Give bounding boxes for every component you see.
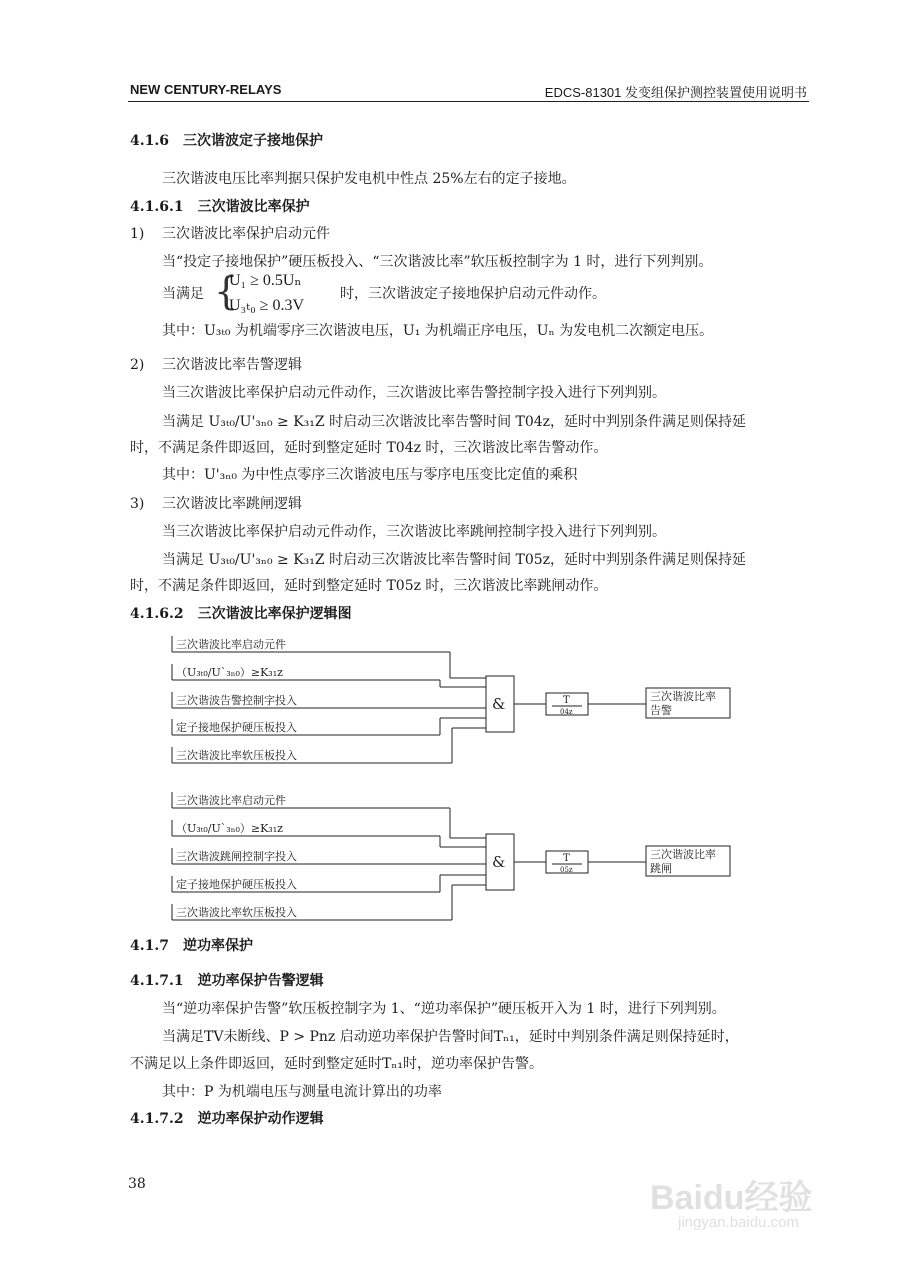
page-number: 38 — [128, 1176, 146, 1192]
paragraph-2-continued: 时，不满足条件即返回，延时到整定延时 T04z 时，三次谐波比率告警动作。 — [130, 440, 608, 456]
section-heading-4-1-7-2: 4.1.7.2 逆功率保护动作逻辑 — [130, 1111, 324, 1127]
logic-diagram-alarm — [172, 636, 730, 763]
section-heading-4-1-7-1: 4.1.7.1 逆功率保护告警逻辑 — [130, 973, 324, 989]
list-number-3: 3) — [130, 496, 145, 512]
section-heading-4-1-6: 4.1.6 三次谐波定子接地保护 — [130, 133, 323, 149]
watermark-logo: Baidu经验 — [650, 1179, 813, 1217]
section-heading-4-1-6-2: 4.1.6.2 三次谐波比率保护逻辑图 — [130, 606, 352, 622]
output-label: 告警 — [650, 704, 672, 717]
paragraph-2-where: 其中：U'₃ₙ₀ 为中性点零序三次谐波电压与零序电压变比定值的乘积 — [162, 467, 578, 483]
paragraph-1-where: 其中：U₃ₜ₀ 为机端零序三次谐波电压，U₁ 为机端正序电压，Uₙ 为发电机二次额定电压。 — [162, 323, 714, 339]
paragraph-2-formula: 当满足 U₃ₜ₀/U'₃ₙ₀ ≥ K₃₁Z 时启动三次谐波比率告警时间 T04z，延时中判别条件满足则保持延 — [162, 414, 747, 430]
timer-setting: 04z — [560, 708, 573, 716]
timer-setting: 05z — [560, 866, 573, 874]
timer-label: T — [563, 853, 570, 864]
paragraph-4-3: 不满足以上条件即返回，延时到整定延时Tₙ₁时，逆功率保护告警。 — [130, 1056, 544, 1072]
condition-2: U₃ₜ₀ ≥ 0.3V — [229, 297, 304, 314]
timer-label: T — [563, 695, 570, 706]
header-brand: NEW CENTURY-RELAYS — [130, 82, 282, 97]
paragraph-2-1: 当三次谐波比率保护启动元件动作，三次谐波比率告警控制字投入进行下列判别。 — [162, 385, 666, 401]
input-label: 三次谐波告警控制字投入 — [176, 694, 297, 707]
and-gate-label: & — [492, 695, 506, 713]
input-label: 三次谐波比率软压板投入 — [176, 749, 297, 762]
input-label: （U₃ₜ₀/U`₃ₙ₀）≥K₃₁z — [176, 822, 283, 835]
and-gate-label: & — [492, 853, 506, 871]
paragraph-1-1: 当“投定子接地保护”硬压板投入、“三次谐波比率”软压板控制字为 1 时，进行下列判别。 — [162, 254, 713, 270]
input-label: 三次谐波比率启动元件 — [176, 794, 286, 807]
paragraph-3-continued: 时，不满足条件即返回，延时到整定延时 T05z 时，三次谐波比率跳闸动作。 — [130, 578, 608, 594]
paragraph-4-1: 当“逆功率保护告警”软压板控制字为 1、“逆功率保护”硬压板开入为 1 时，进行下列判别。 — [162, 1001, 726, 1017]
paragraph-intro: 三次谐波电压比率判据只保护发电机中性点 25%左右的定子接地。 — [162, 171, 576, 187]
list-title-3: 三次谐波比率跳闸逻辑 — [162, 496, 302, 512]
watermark-url: jingyan.baidu.com — [678, 1214, 799, 1231]
header-doc-title: EDCS-81301 发变组保护测控装置使用说明书 — [544, 85, 807, 100]
paragraph-4-4: 其中：P 为机端电压与测量电流计算出的功率 — [162, 1084, 442, 1100]
section-heading-4-1-7: 4.1.7 逆功率保护 — [130, 938, 253, 954]
list-number-1: 1) — [130, 226, 145, 242]
logic-diagram-trip — [172, 792, 730, 920]
input-label: 定子接地保护硬压板投入 — [176, 721, 297, 734]
output-label: 跳闸 — [650, 862, 672, 875]
paragraph-3-1: 当三次谐波比率保护启动元件动作，三次谐波比率跳闸控制字投入进行下列判别。 — [162, 524, 666, 540]
condition-result: 时，三次谐波定子接地保护启动元件动作。 — [340, 286, 606, 302]
input-label: 定子接地保护硬压板投入 — [176, 878, 297, 891]
output-label: 三次谐波比率 — [650, 848, 716, 861]
input-label: （U₃ₜ₀/U`₃ₙ₀）≥K₃₁z — [176, 666, 283, 679]
list-number-2: 2) — [130, 357, 145, 373]
input-label: 三次谐波比率软压板投入 — [176, 906, 297, 919]
section-heading-4-1-6-1: 4.1.6.1 三次谐波比率保护 — [130, 199, 310, 215]
paragraph-4-2: 当满足TV未断线、P > Pnz 启动逆功率保护告警时间Tₙ₁，延时中判别条件满足则保持延时， — [162, 1029, 739, 1045]
condition-brace: { — [214, 269, 239, 313]
paragraph-3-formula: 当满足 U₃ₜ₀/U'₃ₙ₀ ≥ K₃₁Z 时启动三次谐波比率告警时间 T05z，延时中判别条件满足则保持延 — [162, 552, 747, 568]
condition-1: U₁ ≥ 0.5Uₙ — [229, 272, 302, 289]
input-label: 三次谐波比率启动元件 — [176, 638, 286, 651]
input-label: 三次谐波跳闸控制字投入 — [176, 850, 297, 863]
list-title-1: 三次谐波比率保护启动元件 — [162, 226, 330, 242]
condition-lead: 当满足 — [162, 286, 204, 302]
list-title-2: 三次谐波比率告警逻辑 — [162, 357, 302, 373]
output-label: 三次谐波比率 — [650, 690, 716, 703]
